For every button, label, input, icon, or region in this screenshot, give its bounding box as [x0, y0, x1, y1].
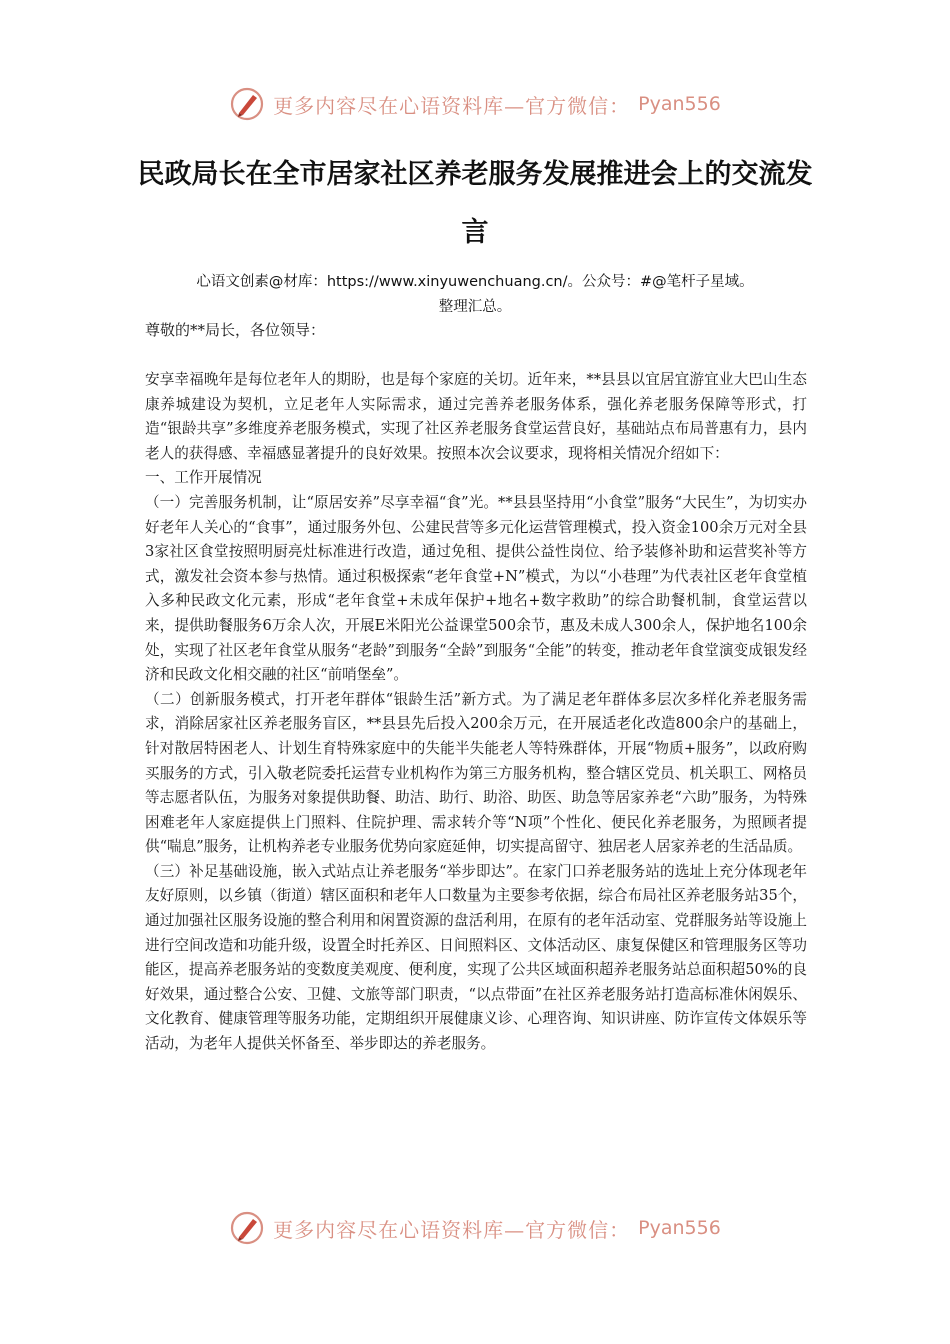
banner-text: 更多内容尽在心语资料库—官方微信：	[273, 1217, 631, 1242]
document-title: 民政局长在全市居家社区养老服务发展推进会上的交流发言	[137, 159, 813, 248]
document-body	[145, 368, 807, 1057]
banner-wechat-id: Pyan556	[638, 1217, 721, 1239]
source-line-1: 心语文创素@材库：https://www.xinyuwenchuang.cn/。公众号：#@笔杆子星域。	[196, 274, 754, 290]
source-note	[130, 270, 820, 320]
banner-text: 更多内容尽在心语资料库—官方微信：	[273, 93, 631, 118]
footer-banner	[0, 1206, 950, 1250]
header-banner	[0, 82, 950, 126]
paragraph-item-2: （二）创新服务模式，打开老年群体“银龄生活”新方式。为了满足老年群体多层次多样化养老服务需求，消除居家社区养老服务盲区，**县县先后投入200余万元，在开展适老化改造800余户的基础上，针对散居特困老人、计划生育特殊家庭中的失能半失能老人等特殊群体，开展“物质+服务”，以政府购买服务的方式，引入敬老院委托运营专业机构作为第三方服务机构，整合辖区党员、机关职工、网格员等志愿者队伍，为服务对象提供助餐、助洁、助行、助浴、助医、助急等居家养老“六助”服务，为特殊困难老年人家庭提供上门照料、住院护理、需求转介等“N项”个性化、便民化养老服务，为照顾者提供“喘息”服务，让机构养老专业服务优势向家庭延伸，切实提高留守、独居老人居家养老的生活品质。	[145, 690, 807, 856]
paragraph-intro: 安享幸福晚年是每位老年人的期盼，也是每个家庭的关切。近年来，**县县以宜居宜游宜业大巴山生态康养城建设为契机，立足老年人实际需求，通过完善养老服务体系，强化养老服务保障等形式，打造“银龄共享”多维度养老服务模式，实现了社区养老服务食堂运营良好，基础站点布局普惠有力，县内老人的获得感、幸福感显著提升的良好效果。按照本次会议要求，现将相关情况介绍如下：	[145, 371, 807, 462]
pen-logo-icon	[229, 86, 265, 122]
salutation: 尊敬的**局长，各位领导：	[145, 321, 326, 339]
paragraph-item-1: （一）完善服务机制，让“原居安养”尽享幸福“食”光。**县县坚持用“小食堂”服务“大民生”，为切实办好老年人关心的“食事”，通过服务外包、公建民营等多元化运营管理模式，投入资金100余万元对全县3家社区食堂按照明厨亮灶标准进行改造，通过免租、提供公益性岗位、给予装修补助和运营奖补等方式，激发社会资本参与热情。通过积极探索“老年食堂+N”模式，为以“小巷理”为代表社区老年食堂植入多种民政文化元素，形成“老年食堂+未成年保护+地名+数字救助”的综合助餐机制，食堂运营以来，提供助餐服务6万余人次，开展E米阳光公益课堂500余节，惠及未成人300余人，保护地名100余处，实现了社区老年食堂从服务“老龄”到服务“全龄”到服务“全能”的转变，推动老年食堂演变成银发经济和民政文化相交融的社区“前哨堡垒”。	[145, 493, 807, 684]
banner-wechat-id: Pyan556	[638, 93, 721, 115]
paragraph-item-3: （三）补足基础设施，嵌入式站点让养老服务“举步即达”。在家门口养老服务站的选址上充分体现老年友好原则，以乡镇（街道）辖区面积和老年人口数量为主要参考依据，综合布局社区养老服务站35个，通过加强社区服务设施的整合利用和闲置资源的盘活利用，在原有的老年活动室、党群服务站等设施上进行空间改造和功能升级，设置全时托养区、日间照料区、文体活动区、康复保健区和管理服务区等功能区，提高养老服务站的变数度美观度、便利度，实现了公共区域面积超养老服务站总面积超50%的良好效果，通过整合公安、卫健、文旅等部门职责，“以点带面”在社区养老服务站打造高标准休闲娱乐、文化教育、健康管理等服务功能，定期组织开展健康义诊、心理咨询、知识讲座、防诈宣传文体娱乐等活动，为老年人提供关怀备至、举步即达的养老服务。	[145, 862, 807, 1053]
source-line-2: 整理汇总。	[438, 299, 512, 315]
pen-logo-icon	[229, 1210, 265, 1246]
section-heading: 一、工作开展情况	[145, 469, 262, 487]
